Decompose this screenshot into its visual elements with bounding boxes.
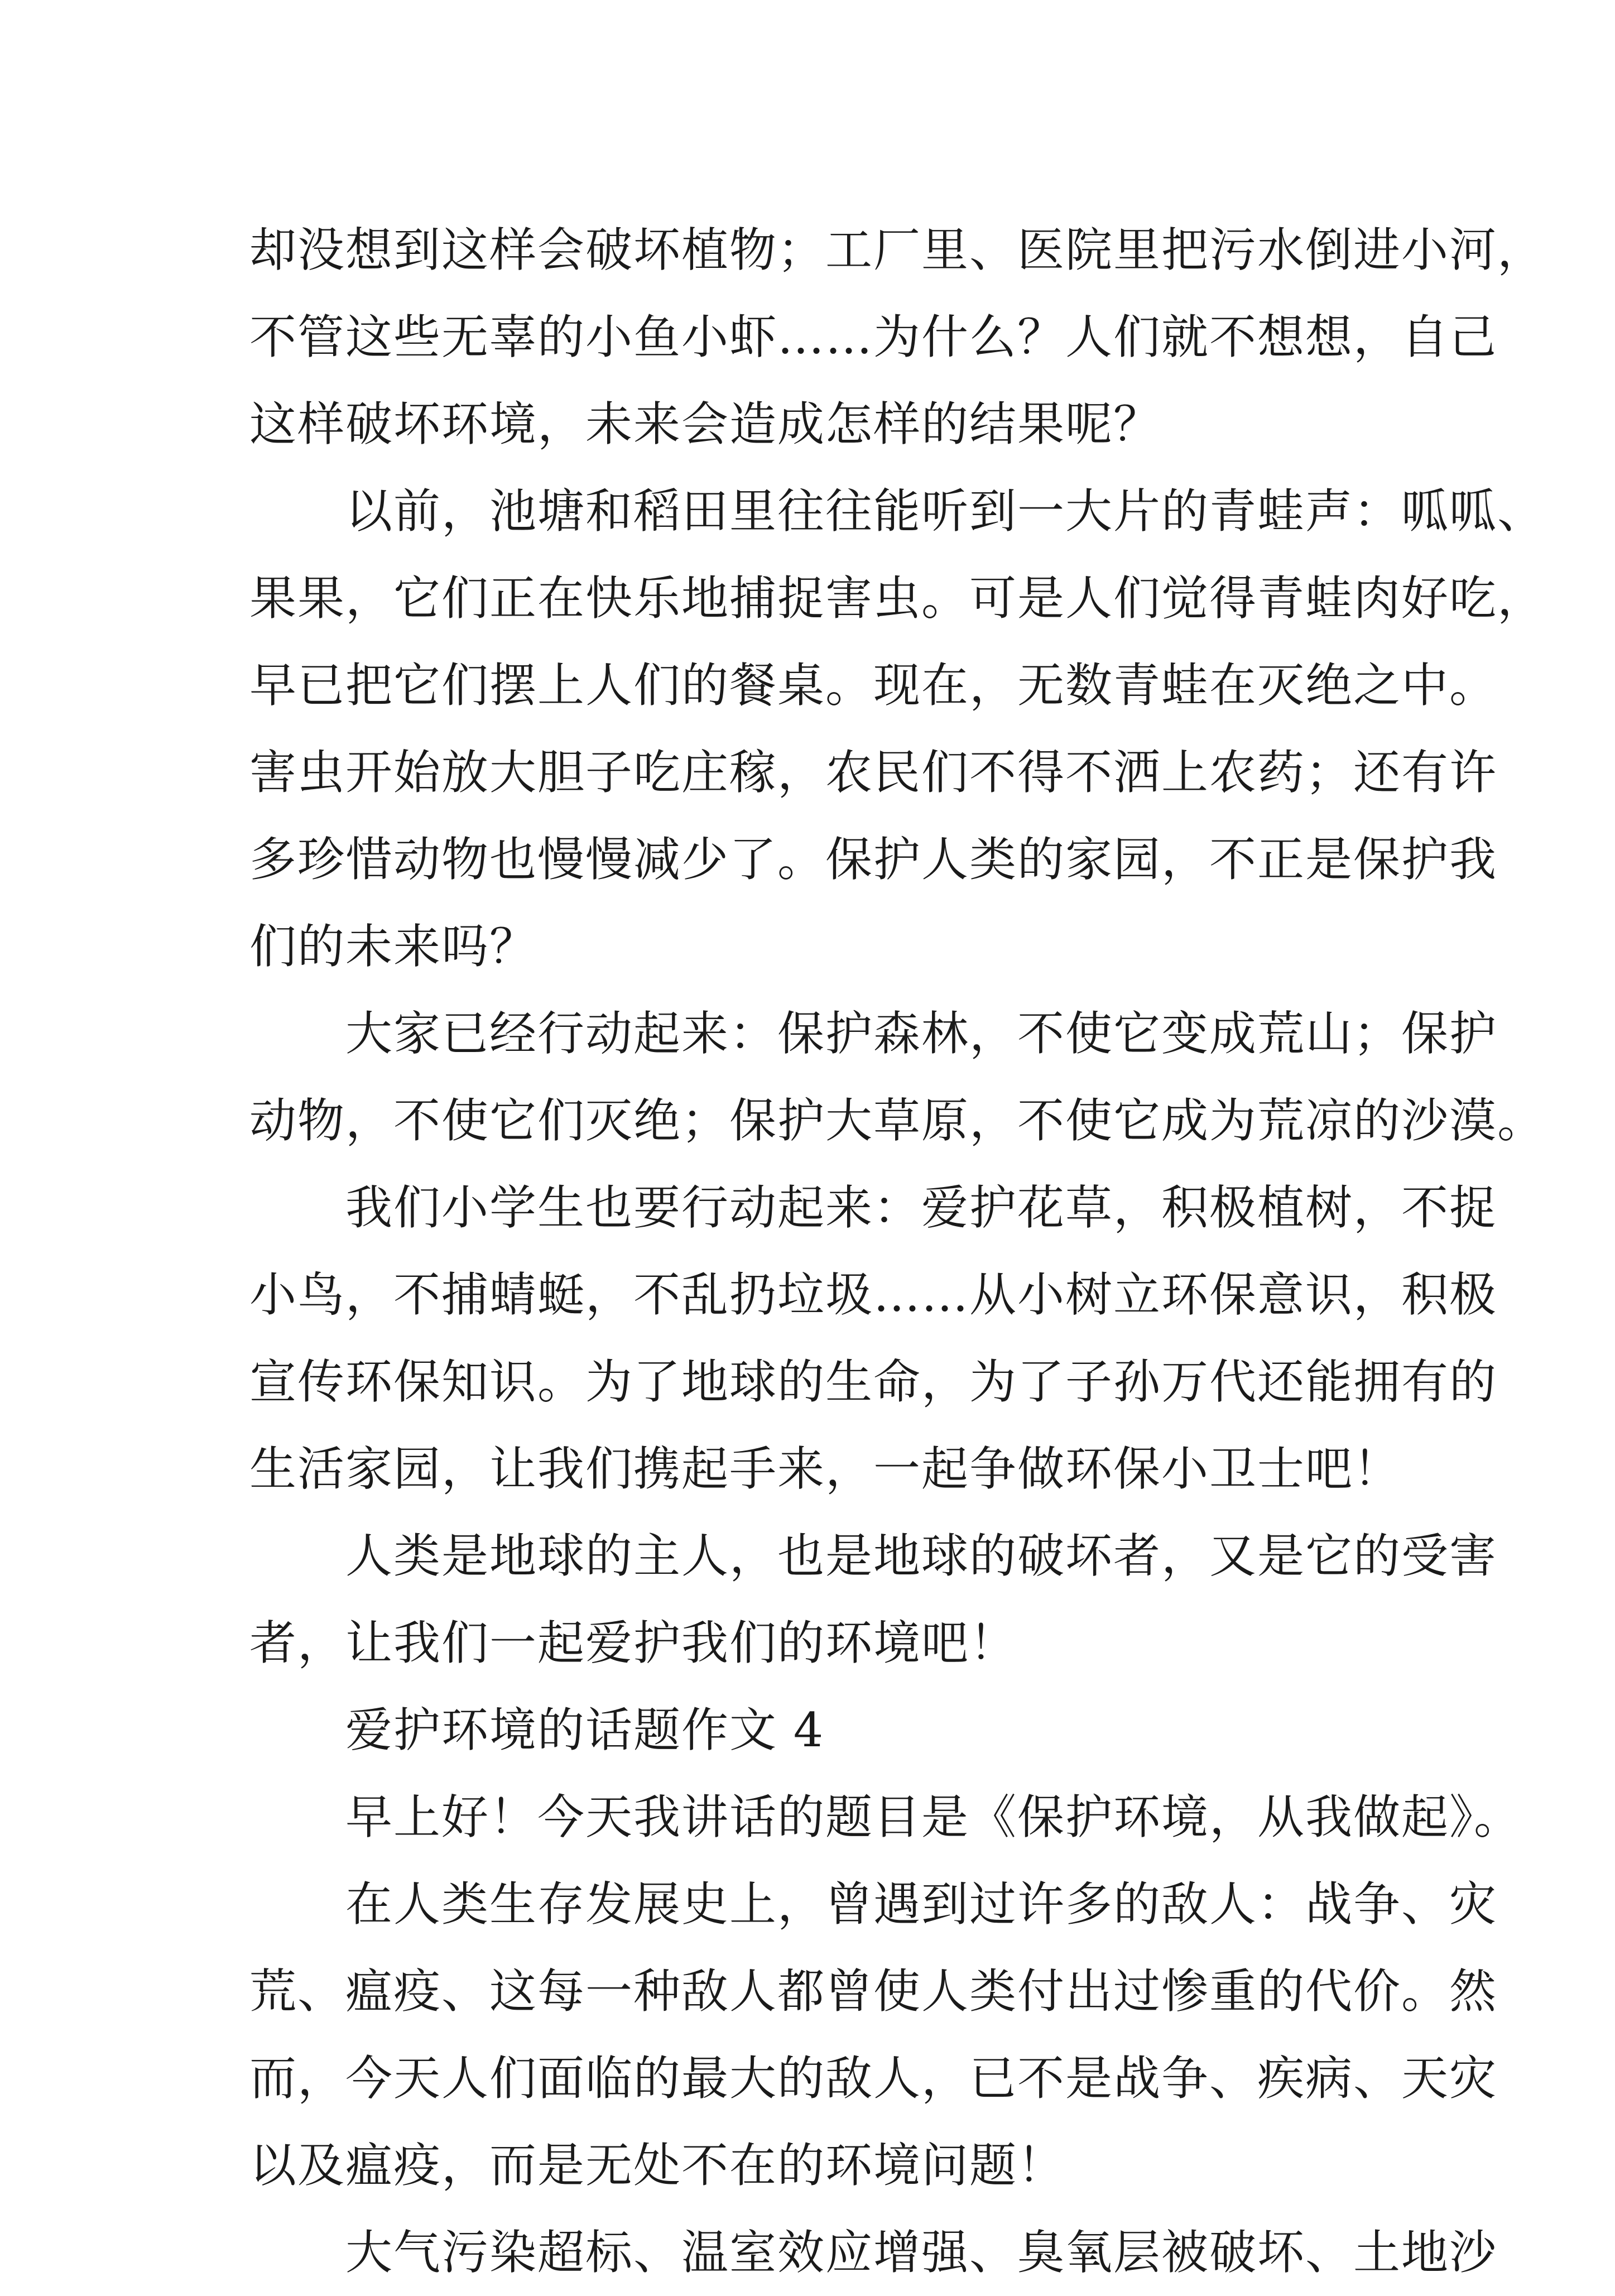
section-heading: 爱护环境的话题作文 4 [249,1703,825,1757]
text-line: 者，让我们一起爱护我们的环境吧！ [249,1616,1018,1670]
text-line: 这样破坏环境，未来会造成怎样的结果呢？ [249,397,1162,451]
text-line: 早上好！今天我讲话的题目是《保护环境，从我做起》。 [249,1790,1522,1845]
text-line: 们的未来吗？ [249,919,538,974]
document-body [249,206,1546,2296]
text-line: 人类是地球的主人，也是地球的破坏者，又是它的受害 [249,1529,1498,1583]
text-line: 我们小学生也要行动起来：爱护花草，积极植树，不捉 [249,1180,1498,1235]
text-line: 害虫开始放大胆子吃庄稼，农民们不得不洒上农药；还有许 [249,745,1498,800]
text-line: 果果，它们正在快乐地捕捉害虫。可是人们觉得青蛙肉好吃， [249,571,1546,626]
text-line: 却没想到这样会破坏植物；工厂里、医院里把污水倒进小河， [249,223,1546,277]
text-line: 生活家园，让我们携起手来，一起争做环保小卫士吧！ [249,1442,1402,1496]
text-line: 荒、瘟疫、这每一种敌人都曾使人类付出过惨重的代价。然 [249,1964,1498,2019]
text-line: 在人类生存发展史上，曾遇到过许多的敌人：战争、灾 [249,1877,1498,1932]
text-line: 而，今天人们面临的最大的敌人，已不是战争、疾病、天灾 [249,2051,1498,2106]
text-line: 大气污染超标、温室效应增强、臭氧层被破坏、土地沙 [249,2225,1498,2280]
text-line: 以及瘟疫，而是无处不在的环境问题！ [249,2138,1066,2193]
text-line: 早已把它们摆上人们的餐桌。现在，无数青蛙在灭绝之中。 [249,658,1498,713]
text-line: 不管这些无辜的小鱼小虾……为什么？人们就不想想，自己 [249,310,1498,364]
text-line: 动物，不使它们灭绝；保护大草原，不使它成为荒凉的沙漠。 [249,1093,1546,1148]
text-line: 以前，池塘和稻田里往往能听到一大片的青蛙声：呱呱、 [249,484,1546,539]
text-line: 大家已经行动起来：保护森林，不使它变成荒山；保护 [249,1006,1498,1061]
text-line: 多珍惜动物也慢慢减少了。保护人类的家园，不正是保护我 [249,832,1498,887]
text-line: 宣传环保知识。为了地球的生命，为了子孙万代还能拥有的 [249,1354,1498,1409]
text-line: 小鸟，不捕蜻蜓，不乱扔垃圾……从小树立环保意识，积极 [249,1267,1498,1322]
